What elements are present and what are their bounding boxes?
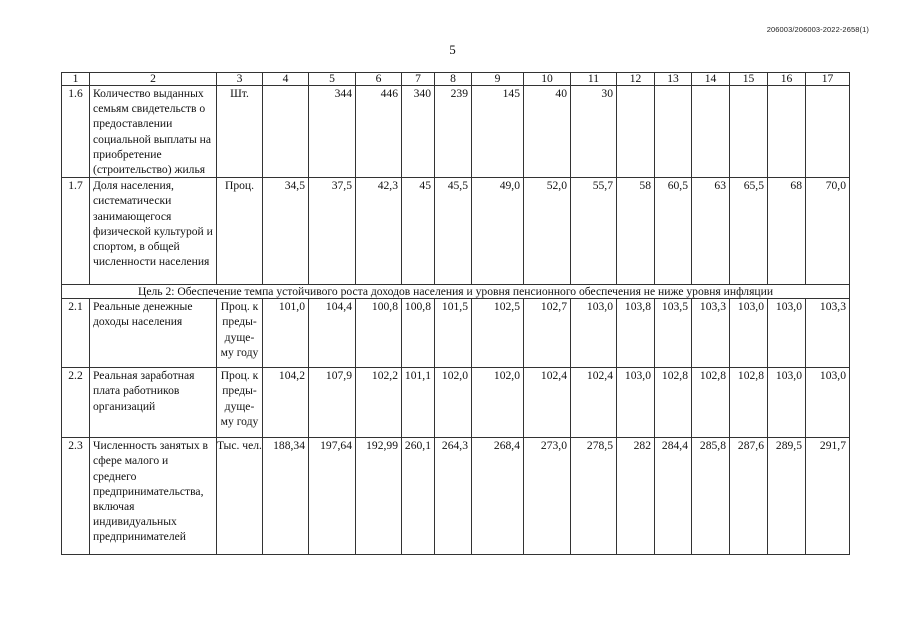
unit-cell: Проц. к преды- дуще- му году <box>217 368 263 438</box>
value-cell: 104,4 <box>309 299 356 368</box>
value-cell: 289,5 <box>768 438 806 555</box>
row-index: 2.3 <box>62 438 90 555</box>
value-cell: 30 <box>571 86 617 178</box>
column-number: 17 <box>806 73 850 86</box>
column-number: 10 <box>524 73 571 86</box>
value-cell: 104,2 <box>263 368 309 438</box>
goal-row <box>62 285 850 299</box>
value-cell: 102,4 <box>571 368 617 438</box>
unit-cell: Проц. <box>217 178 263 285</box>
row-index: 2.2 <box>62 368 90 438</box>
value-cell: 188,34 <box>263 438 309 555</box>
value-cell: 192,99 <box>356 438 402 555</box>
value-cell: 103,0 <box>768 299 806 368</box>
value-cell: 273,0 <box>524 438 571 555</box>
column-number: 3 <box>217 73 263 86</box>
value-cell: 103,0 <box>730 299 768 368</box>
column-number: 8 <box>435 73 472 86</box>
table-row <box>62 178 850 285</box>
value-cell: 100,8 <box>402 299 435 368</box>
indicator-name: Реальная заработная плата работников организаций <box>90 368 217 438</box>
column-number: 11 <box>571 73 617 86</box>
unit-cell: Проц. к преды- дуще- му году <box>217 299 263 368</box>
page-number: 5 <box>449 42 456 57</box>
column-number: 4 <box>263 73 309 86</box>
column-number: 16 <box>768 73 806 86</box>
value-cell: 287,6 <box>730 438 768 555</box>
indicator-name: Доля населения, систематически занимающегося физической культурой и спортом, в общей численности населения <box>90 178 217 285</box>
value-cell: 102,0 <box>435 368 472 438</box>
value-cell: 55,7 <box>571 178 617 285</box>
value-cell: 344 <box>309 86 356 178</box>
value-cell: 102,8 <box>655 368 692 438</box>
row-index: 1.7 <box>62 178 90 285</box>
value-cell: 239 <box>435 86 472 178</box>
column-number: 14 <box>692 73 730 86</box>
value-cell: 282 <box>617 438 655 555</box>
value-cell: 68 <box>768 178 806 285</box>
value-cell: 102,8 <box>692 368 730 438</box>
value-cell <box>617 86 655 178</box>
value-cell: 102,8 <box>730 368 768 438</box>
value-cell: 49,0 <box>472 178 524 285</box>
goal-2-heading: Цель 2: Обеспечение темпа устойчивого роста доходов населения и уровня пенсионного обеспечения не ниже уровня инфляции <box>62 285 850 299</box>
value-cell: 63 <box>692 178 730 285</box>
value-cell: 264,3 <box>435 438 472 555</box>
value-cell <box>655 86 692 178</box>
value-cell: 278,5 <box>571 438 617 555</box>
value-cell: 103,3 <box>806 299 850 368</box>
indicator-name: Реальные денежные доходы населения <box>90 299 217 368</box>
value-cell: 103,5 <box>655 299 692 368</box>
value-cell: 45 <box>402 178 435 285</box>
column-number: 15 <box>730 73 768 86</box>
value-cell: 260,1 <box>402 438 435 555</box>
value-cell: 446 <box>356 86 402 178</box>
column-number: 1 <box>62 73 90 86</box>
table-row <box>62 299 850 368</box>
value-cell: 45,5 <box>435 178 472 285</box>
value-cell: 65,5 <box>730 178 768 285</box>
value-cell: 70,0 <box>806 178 850 285</box>
value-cell: 100,8 <box>356 299 402 368</box>
value-cell: 42,3 <box>356 178 402 285</box>
column-number: 12 <box>617 73 655 86</box>
value-cell: 40 <box>524 86 571 178</box>
value-cell: 58 <box>617 178 655 285</box>
indicator-name: Количество выданных семьям свидетельств о предоставлении социальной выплаты на приобретение (строительство) жилья <box>90 86 217 178</box>
unit-cell: Тыс. чел. <box>217 438 263 555</box>
value-cell: 103,0 <box>806 368 850 438</box>
value-cell: 340 <box>402 86 435 178</box>
value-cell: 37,5 <box>309 178 356 285</box>
value-cell <box>692 86 730 178</box>
value-cell: 102,7 <box>524 299 571 368</box>
table-row <box>62 438 850 555</box>
table-row <box>62 368 850 438</box>
column-number: 7 <box>402 73 435 86</box>
value-cell: 101,1 <box>402 368 435 438</box>
column-number: 9 <box>472 73 524 86</box>
value-cell: 291,7 <box>806 438 850 555</box>
value-cell: 52,0 <box>524 178 571 285</box>
value-cell <box>768 86 806 178</box>
column-number: 5 <box>309 73 356 86</box>
value-cell: 103,3 <box>692 299 730 368</box>
value-cell: 285,8 <box>692 438 730 555</box>
value-cell: 145 <box>472 86 524 178</box>
document-id: 206003/206003-2022-2658(1) <box>766 25 869 34</box>
value-cell <box>730 86 768 178</box>
value-cell: 34,5 <box>263 178 309 285</box>
value-cell: 102,2 <box>356 368 402 438</box>
value-cell: 197,64 <box>309 438 356 555</box>
value-cell: 101,5 <box>435 299 472 368</box>
column-number: 13 <box>655 73 692 86</box>
value-cell <box>263 86 309 178</box>
value-cell: 102,4 <box>524 368 571 438</box>
row-index: 2.1 <box>62 299 90 368</box>
value-cell: 103,8 <box>617 299 655 368</box>
value-cell: 103,0 <box>768 368 806 438</box>
value-cell: 107,9 <box>309 368 356 438</box>
table-row <box>62 86 850 178</box>
value-cell: 60,5 <box>655 178 692 285</box>
value-cell: 268,4 <box>472 438 524 555</box>
unit-cell: Шт. <box>217 86 263 178</box>
value-cell: 102,5 <box>472 299 524 368</box>
indicator-name: Численность занятых в сфере малого и среднего предпринимательства, включая индивидуальных предпринимателей <box>90 438 217 555</box>
value-cell: 101,0 <box>263 299 309 368</box>
indicators-table <box>61 72 850 555</box>
value-cell: 103,0 <box>617 368 655 438</box>
value-cell: 102,0 <box>472 368 524 438</box>
value-cell: 284,4 <box>655 438 692 555</box>
column-number: 2 <box>90 73 217 86</box>
column-number: 6 <box>356 73 402 86</box>
row-index: 1.6 <box>62 86 90 178</box>
value-cell <box>806 86 850 178</box>
column-number-row <box>62 73 850 86</box>
value-cell: 103,0 <box>571 299 617 368</box>
